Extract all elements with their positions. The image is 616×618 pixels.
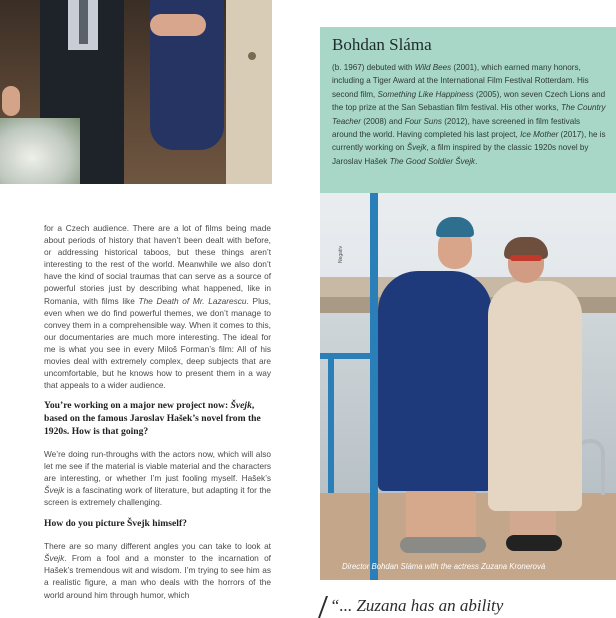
man-shoes	[400, 537, 486, 553]
quote-slash	[318, 596, 328, 618]
man-legs	[406, 491, 476, 543]
film-title: Švejk	[406, 143, 427, 153]
flower-bouquet	[0, 118, 80, 184]
arm	[150, 14, 206, 36]
film-title: Four Suns	[404, 116, 442, 126]
book-title: The Good Soldier Švejk	[389, 156, 476, 166]
film-title: The Death of Mr. Lazarescu	[138, 295, 247, 306]
woman-shoes	[506, 535, 562, 551]
text: (2005), won seven Czech Lions and the top prize at the San Sebastian film festival. His other works,	[332, 89, 606, 113]
text: , a film inspired by the classic 1920s novel by Jaroslav Hašek	[332, 143, 589, 166]
book-title: Švejk	[44, 485, 65, 496]
text: for a Czech audience. There are a lot of films being made about periods of history that haven’t been dealt with before, or addressing historical taboos, but these things aren’t interesting to the rest of the world. Meanwhile we also don’t have the kind of social traumas that can serve as a source of powerful stories just by describing what happened, like in Romania, with films like	[44, 223, 271, 306]
film-title: Ice Mother	[520, 130, 559, 140]
door-knob	[248, 52, 256, 60]
question-2: How do you picture Švejk himself?	[44, 517, 187, 529]
woman-legs	[510, 511, 556, 537]
tie	[79, 0, 88, 44]
top-photo	[0, 0, 272, 184]
text: (b. 1967) debuted with	[332, 63, 415, 72]
paragraph-1	[44, 222, 271, 391]
bio-name: Bohdan Sláma	[332, 35, 432, 54]
article-column	[44, 222, 271, 610]
film-title: Something Like Happiness	[377, 89, 474, 99]
door	[226, 0, 272, 184]
film-title: Wild Bees	[414, 63, 452, 72]
man-blue-robe	[378, 271, 492, 491]
photo-caption: Director Bohdan Sláma with the actress Zuzana Kronerová	[342, 562, 546, 571]
film-title: Švejk	[230, 400, 252, 412]
man-cap	[436, 217, 474, 237]
photo-credit: Negativ	[338, 246, 344, 263]
railing-post	[328, 353, 334, 493]
text: .	[475, 156, 478, 166]
woman-white-robe	[488, 281, 582, 511]
portrait-photo	[320, 193, 616, 580]
text: (2012), have screened in film festivals around the world. Having completed his last project,	[332, 116, 581, 140]
text: You’re working on a major new project now:	[44, 400, 231, 412]
text: . From a fool and a monster to the incarnation of Hašek’s tremendous wit and wisdom. I’m trying to see him as a realistic figure, a man who deals with the horrors of the world around him through humor, which	[44, 553, 271, 600]
text: is a fascinating work of literature, but adapting it for the screen is extremely challenging.	[44, 485, 271, 508]
bio-box	[320, 27, 616, 193]
text: There are so many different angles you can take to look at	[44, 541, 271, 552]
text: , based on the famous Jaroslav Hašek’s novel from the 1920s. How is that going?	[44, 400, 261, 437]
film-title: The Country Teacher	[332, 103, 606, 126]
book-title: Švejk	[44, 553, 65, 564]
text: (2001), which earned many honors, including a Tiger Award at the International Film Festival Rotterdam. His second film,	[332, 63, 589, 99]
blue-pole	[370, 193, 378, 580]
text: We’re doing run-throughs with the actors now, which will also let me see if the material is viable material and the characters are interesting, or whether I’m just fooling myself. Hašek’s	[44, 449, 271, 484]
woman-glasses	[510, 255, 542, 261]
paragraph-3	[44, 540, 271, 600]
bio-text	[332, 61, 606, 168]
text: (2008) and	[360, 116, 405, 126]
text: (2017), he is currently working on	[332, 130, 606, 153]
paragraph-2	[44, 448, 271, 508]
hand	[2, 86, 20, 116]
question-1	[44, 400, 271, 438]
pull-quote: “... Zuzana has an ability	[330, 596, 504, 615]
text: . Plus, even when we do find powerful themes, we don’t manage to convey them in a comprehensible way. When it comes to this, our documentaries are much more interesting. The ideal for me is what you see in every Miloš Forman’s film: All of his movies deal with extremely complex, deep subjects that are uncomfortable, but he knows how to present them in a way that appeals to a wider audience.	[44, 295, 271, 391]
